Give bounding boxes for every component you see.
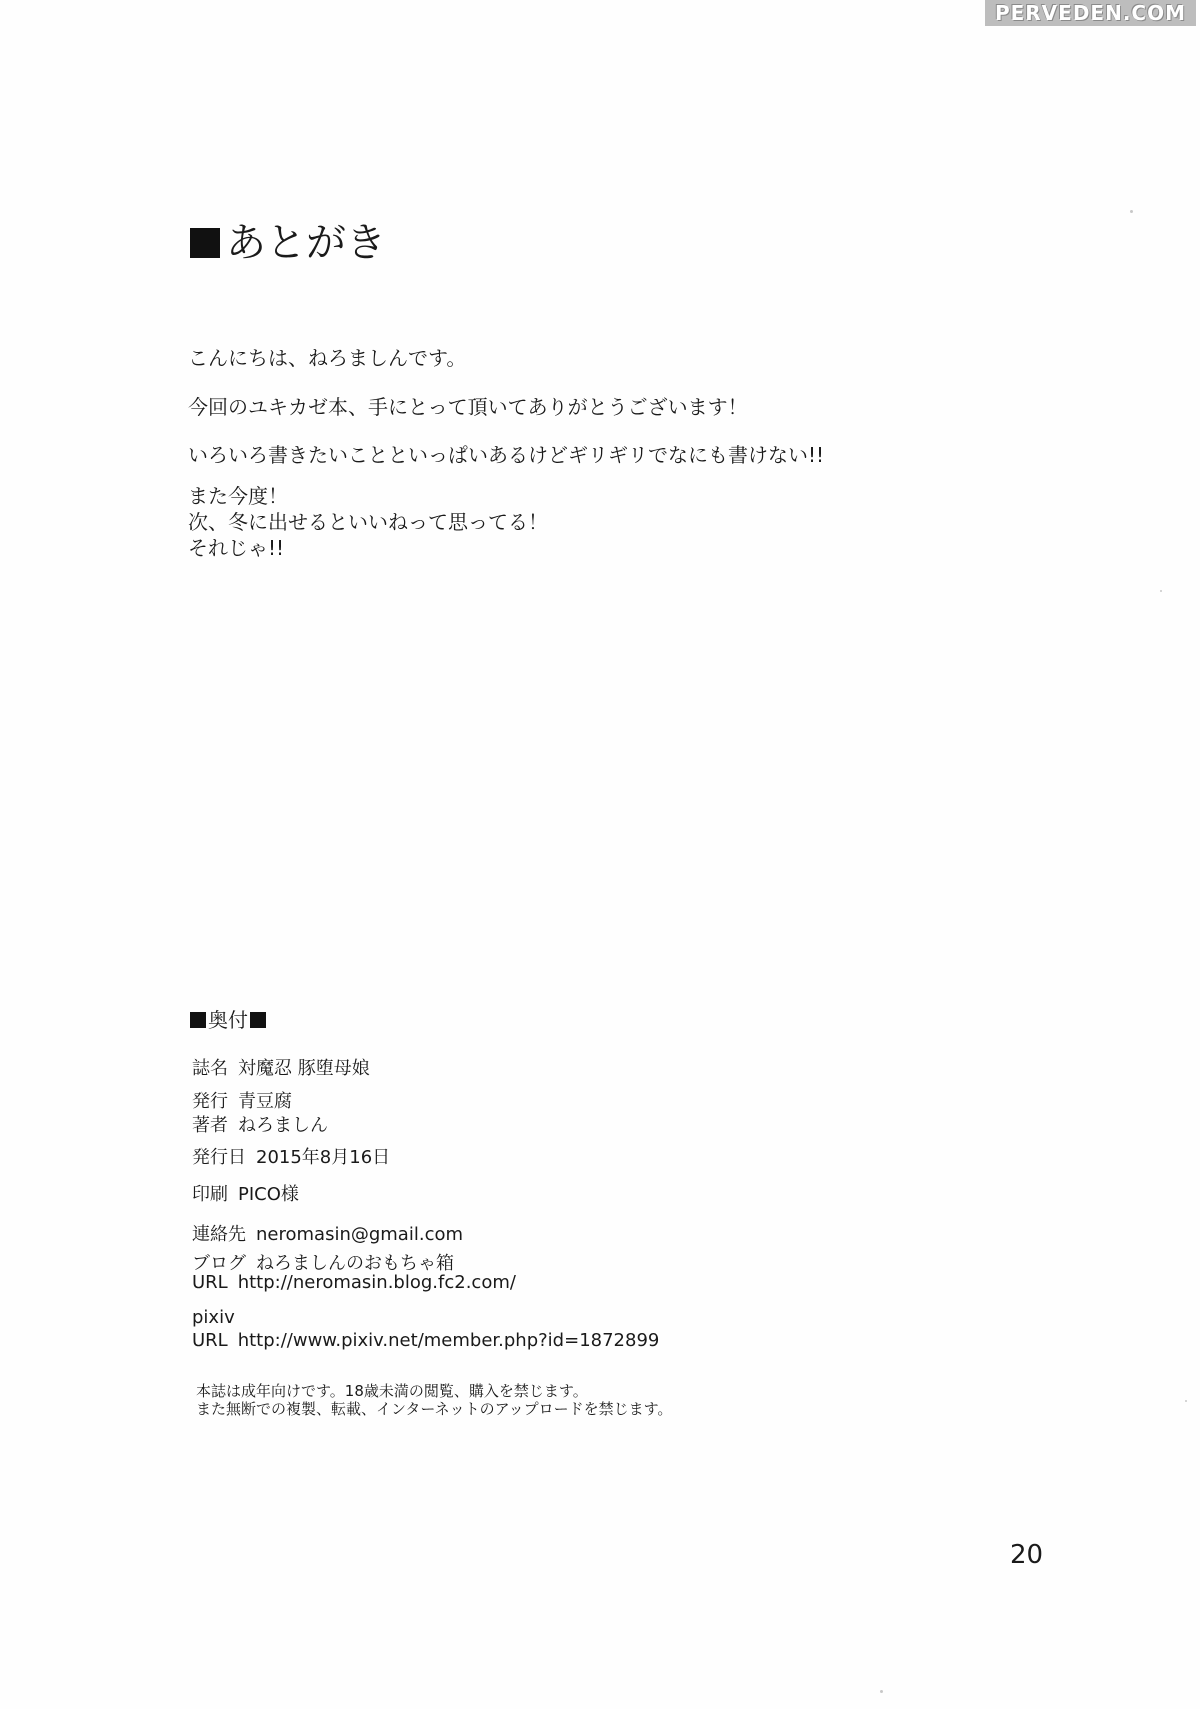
colophon-title: 奥付 [208,1008,248,1032]
author-label: 著者 [192,1115,228,1136]
black-square-icon [190,1012,206,1028]
scan-speck [1160,590,1162,592]
page-number: 20 [1010,1540,1044,1570]
colophon-date [192,1143,390,1169]
colophon-pixiv-url [192,1330,659,1351]
site-watermark: PERVEDEN.COM [985,0,1196,26]
afterword-title: あとがき [226,220,386,266]
afterword-closing [188,483,548,561]
afterword-line-5: 次、冬に出せるといいねって思ってる！ [188,510,548,534]
colophon-printer [192,1180,299,1206]
colophon-heading [190,1004,266,1033]
colophon-publisher [192,1087,292,1113]
afterword-line-1: こんにちは、ねろましんです。 [188,346,467,370]
printer-label: 印刷 [192,1184,228,1205]
publisher-label: 発行 [192,1091,228,1112]
colophon-book-title [192,1054,370,1080]
afterword-line-4: また今度！ [188,484,288,508]
contact-label: 連絡先 [192,1224,246,1245]
age-restriction-notice [196,1382,672,1418]
scan-speck [1185,1400,1187,1402]
date-value: 2015年8月16日 [256,1147,391,1168]
notice-line-2: また無断での複製、転載、インターネットのアップロードを禁じます。 [196,1400,673,1418]
pixiv-url-label: URL [192,1330,228,1351]
pixiv-label: pixiv [192,1307,235,1328]
scan-speck [1130,210,1133,213]
notice-line-1: 本誌は成年向けです。18歳未満の閲覧、購入を禁じます。 [196,1382,588,1400]
pixiv-url-value: http://www.pixiv.net/member.php?id=1872899 [237,1330,660,1351]
book-title-value: 対魔忍 豚堕母娘 [238,1058,370,1079]
afterword-heading [190,218,386,268]
colophon-author [192,1111,328,1137]
colophon-contact [192,1220,463,1246]
blog-label: ブログ [192,1253,246,1274]
afterword-line-3: いろいろ書きたいことといっぱいあるけどギリギリでなにも書けない!! [188,443,825,467]
afterword-line-2: 今回のユキカゼ本、手にとって頂いてありがとうございます！ [188,395,748,419]
black-square-icon [190,228,220,258]
blog-name: ねろましんのおもちゃ箱 [256,1253,454,1274]
scan-speck [880,1690,883,1693]
date-label: 発行日 [192,1147,246,1168]
blog-url-label: URL [192,1272,228,1293]
printer-value: PICO様 [238,1184,299,1205]
colophon-blog-url [192,1272,516,1293]
contact-email: neromasin@gmail.com [256,1224,464,1245]
book-title-label: 誌名 [192,1058,228,1079]
author-value: ねろましん [238,1115,328,1136]
blog-url-value: http://neromasin.blog.fc2.com/ [237,1272,516,1293]
publisher-value: 青豆腐 [238,1091,292,1112]
afterword-line-6: それじゃ!! [188,536,285,560]
black-square-icon [250,1012,266,1028]
colophon-pixiv [192,1307,235,1328]
